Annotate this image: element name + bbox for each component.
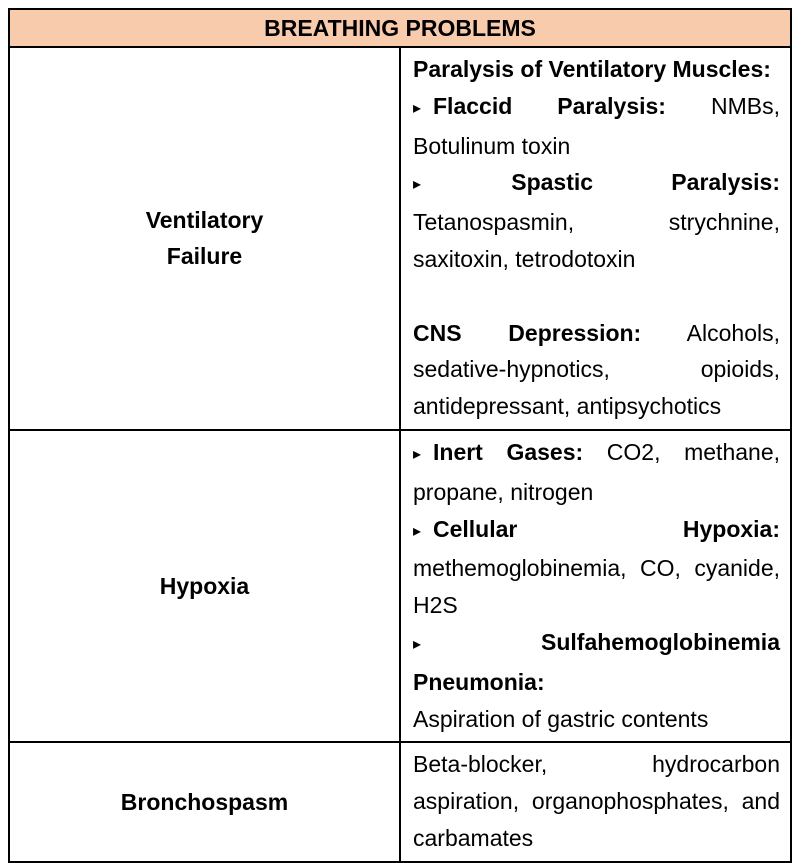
sulfahemoglobinemia-text-line	[413, 701, 780, 738]
row-label-hypoxia: Hypoxia	[9, 430, 400, 742]
spastic-paralysis-line	[413, 164, 780, 277]
row-label-bronchospasm: Bronchospasm	[9, 742, 400, 861]
table-row-hypoxia	[9, 430, 791, 742]
inert-gases-text: CO2, methane, propane, nitrogen	[413, 438, 781, 505]
row-label-line: Failure	[166, 243, 243, 270]
bullet-icon: ▸	[413, 522, 422, 540]
bullet-icon: ▸	[413, 635, 422, 653]
bullet-icon: ▸	[413, 176, 422, 194]
cellular-hypoxia-text: methemoglobinemia, CO, cyanide, H2S	[413, 555, 780, 619]
paralysis-heading-line	[413, 51, 780, 88]
cellular-hypoxia-term: Cellular Hypoxia:	[433, 515, 780, 542]
bronchospasm-text: Beta-blocker, hydrocarbon aspiration, organophosphates, and carbamates	[413, 751, 780, 851]
cellular-hypoxia-line	[413, 511, 780, 624]
inert-gases-line	[413, 434, 780, 511]
sulfahemoglobinemia-term: Sulfahemoglobinemia Pneumonia:	[413, 628, 780, 695]
spastic-paralysis-text: Tetanospasmin, strychnine, saxitoxin, tetrodotoxin	[413, 209, 780, 272]
row-label-line: Ventilatory	[145, 207, 264, 234]
table-title: BREATHING PROBLEMS	[9, 9, 791, 47]
flaccid-paralysis-line	[413, 88, 780, 165]
row-content-hypoxia	[400, 430, 791, 742]
bullet-icon: ▸	[413, 99, 422, 117]
flaccid-paralysis-term: Flaccid Paralysis:	[433, 92, 666, 119]
cns-depression-text: Alcohols, sedative-hypnotics, opioids, antidepressant, antipsychotics	[413, 319, 781, 420]
breathing-problems-table-container	[8, 8, 792, 863]
row-content-bronchospasm	[400, 742, 791, 861]
sulfahemoglobinemia-text: Aspiration of gastric contents	[413, 705, 709, 732]
cns-depression-line	[413, 315, 780, 425]
paragraph-gap	[413, 278, 780, 315]
bullet-icon: ▸	[413, 445, 422, 463]
sulfahemoglobinemia-line	[413, 624, 780, 701]
breathing-problems-table	[8, 8, 792, 863]
table-row-bronchospasm	[9, 742, 791, 861]
table-header-row	[9, 9, 791, 47]
spastic-paralysis-term: Spastic Paralysis:	[511, 169, 780, 196]
cns-depression-term: CNS Depression:	[413, 319, 642, 346]
bronchospasm-text-line	[413, 746, 780, 856]
flaccid-paralysis-text: NMBs, Botulinum toxin	[413, 92, 780, 159]
table-row-ventilatory-failure	[9, 47, 791, 430]
row-label-ventilatory-failure	[9, 47, 400, 430]
inert-gases-term: Inert Gases:	[433, 438, 584, 465]
paralysis-heading: Paralysis of Ventilatory Muscles:	[413, 56, 771, 82]
row-content-ventilatory-failure	[400, 47, 791, 430]
